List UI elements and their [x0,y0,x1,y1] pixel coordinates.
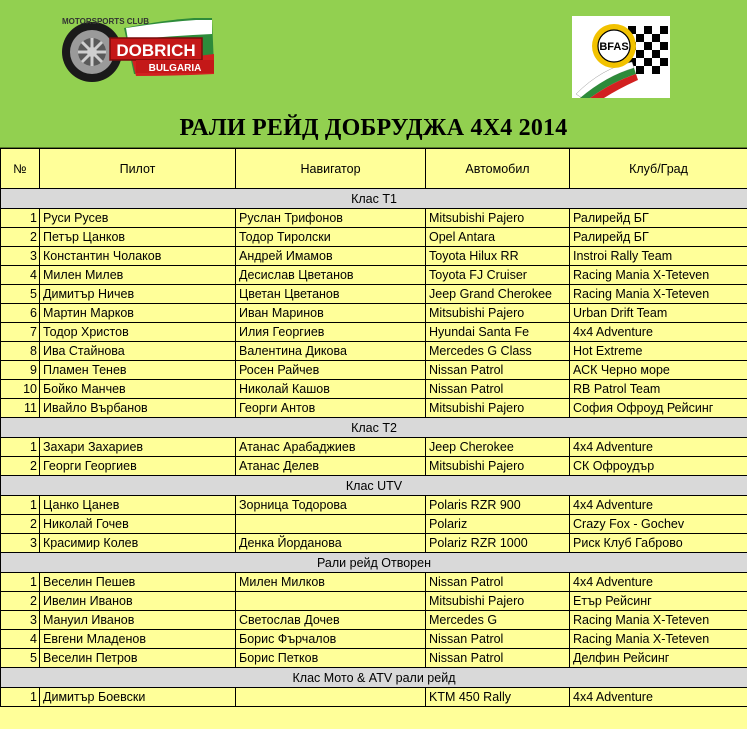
column-header-club: Клуб/Град [570,149,747,189]
class-name: Клас Мото & ATV рали рейд [1,668,747,688]
column-header-pilot: Пилот [40,149,236,189]
table-row [1,649,747,668]
table-row [1,323,747,342]
table-row [1,534,747,553]
cell-navigator: Атанас Делев [236,457,426,476]
table-row [1,266,747,285]
cell-pilot: Мартин Марков [40,304,236,323]
cell-pilot: Ивайло Върбанов [40,399,236,418]
cell-pilot: Ива Стайнова [40,342,236,361]
cell-car: Polariz [426,515,570,534]
cell-club: Риск Клуб Габрово [570,534,747,553]
table-row [1,515,747,534]
class-name: Рали рейд Отворен [1,553,747,573]
table-row [1,457,747,476]
cell-club: София Офроуд Рейсинг [570,399,747,418]
cell-club: 4x4 Adventure [570,438,747,457]
cell-number: 1 [1,209,40,228]
cell-navigator: Илия Георгиев [236,323,426,342]
table-row [1,688,747,707]
cell-club: Urban Drift Team [570,304,747,323]
cell-club: Racing Mania X-Teteven [570,630,747,649]
cell-car: Mitsubishi Pajero [426,457,570,476]
class-name: Клас Т2 [1,418,747,438]
cell-navigator: Атанас Арабаджиев [236,438,426,457]
cell-number: 7 [1,323,40,342]
bfas-logo [572,16,670,98]
cell-navigator [236,515,426,534]
cell-navigator [236,592,426,611]
cell-club: 4x4 Adventure [570,323,747,342]
table-row [1,592,747,611]
cell-navigator: Борис Петков [236,649,426,668]
page-title: РАЛИ РЕЙД ДОБРУДЖА 4Х4 2014 [179,115,568,141]
cell-club: Racing Mania X-Teteven [570,611,747,630]
cell-club: СК Офроудър [570,457,747,476]
cell-car: Jeep Cherokee [426,438,570,457]
cell-navigator: Денка Йорданова [236,534,426,553]
cell-number: 2 [1,592,40,611]
cell-pilot: Захари Захариев [40,438,236,457]
cell-navigator: Десислав Цветанов [236,266,426,285]
table-row [1,228,747,247]
cell-pilot: Веселин Пешев [40,573,236,592]
class-row [1,189,747,209]
cell-pilot: Милен Милев [40,266,236,285]
cell-club: Racing Mania X-Teteven [570,285,747,304]
cell-car: Toyota Hilux RR [426,247,570,266]
cell-number: 3 [1,611,40,630]
cell-navigator: Георги Антов [236,399,426,418]
class-name: Клас UTV [1,476,747,496]
column-header-number: № [1,149,40,189]
cell-navigator: Иван Маринов [236,304,426,323]
cell-pilot: Тодор Христов [40,323,236,342]
cell-car: Polariz RZR 1000 [426,534,570,553]
cell-number: 6 [1,304,40,323]
cell-car: Mercedes G [426,611,570,630]
cell-number: 5 [1,649,40,668]
table-row [1,630,747,649]
cell-pilot: Георги Георгиев [40,457,236,476]
table-header-row [1,149,747,189]
cell-club: 4x4 Adventure [570,496,747,515]
cell-pilot: Николай Гочев [40,515,236,534]
cell-car: Nissan Patrol [426,573,570,592]
table-body [1,189,747,707]
class-row [1,418,747,438]
cell-car: Jeep Grand Cherokee [426,285,570,304]
cell-car: KTM 450 Rally [426,688,570,707]
cell-navigator: Николай Кашов [236,380,426,399]
cell-navigator: Цветан Цветанов [236,285,426,304]
cell-number: 11 [1,399,40,418]
cell-car: Nissan Patrol [426,630,570,649]
cell-number: 8 [1,342,40,361]
cell-pilot: Димитър Боевски [40,688,236,707]
cell-club: Делфин Рейсинг [570,649,747,668]
cell-number: 9 [1,361,40,380]
cell-navigator: Руслан Трифонов [236,209,426,228]
cell-number: 3 [1,247,40,266]
cell-club: 4x4 Adventure [570,573,747,592]
cell-club: Ралирейд БГ [570,228,747,247]
cell-club: АСК Черно море [570,361,747,380]
column-header-car: Автомобил [426,149,570,189]
cell-club: Instroi Rally Team [570,247,747,266]
cell-number: 4 [1,630,40,649]
cell-pilot: Руси Русев [40,209,236,228]
cell-pilot: Ивелин Иванов [40,592,236,611]
cell-navigator: Борис Фърчалов [236,630,426,649]
cell-number: 1 [1,573,40,592]
cell-number: 5 [1,285,40,304]
cell-pilot: Мануил Иванов [40,611,236,630]
cell-navigator: Милен Милков [236,573,426,592]
cell-pilot: Красимир Колев [40,534,236,553]
cell-number: 2 [1,515,40,534]
table-row [1,342,747,361]
cell-car: Nissan Patrol [426,361,570,380]
cell-club: Racing Mania X-Teteven [570,266,747,285]
logo-name: DOBRICH [116,41,196,60]
cell-number: 1 [1,496,40,515]
cell-navigator: Зорница Тодорова [236,496,426,515]
cell-club: Етър Рейсинг [570,592,747,611]
table-row [1,438,747,457]
cell-club: RB Patrol Team [570,380,747,399]
cell-number: 4 [1,266,40,285]
table-row [1,304,747,323]
cell-number: 3 [1,534,40,553]
cell-pilot: Бойко Манчев [40,380,236,399]
cell-pilot: Пламен Тенев [40,361,236,380]
cell-club: Ралирейд БГ [570,209,747,228]
class-row [1,553,747,573]
header [0,0,747,148]
cell-car: Toyota FJ Cruiser [426,266,570,285]
column-header-navigator: Навигатор [236,149,426,189]
cell-navigator [236,688,426,707]
cell-car: Nissan Patrol [426,649,570,668]
cell-navigator: Светослав Дочев [236,611,426,630]
cell-number: 1 [1,688,40,707]
cell-club: Crazy Fox - Gochev [570,515,747,534]
class-name: Клас Т1 [1,189,747,209]
cell-car: Hyundai Santa Fe [426,323,570,342]
cell-car: Mitsubishi Pajero [426,209,570,228]
cell-pilot: Веселин Петров [40,649,236,668]
cell-navigator: Тодор Тиролски [236,228,426,247]
table-row [1,399,747,418]
logo-top-text: MOTORSPORTS CLUB [62,17,149,26]
cell-car: Mitsubishi Pajero [426,592,570,611]
cell-club: 4x4 Adventure [570,688,747,707]
cell-navigator: Валентина Дикова [236,342,426,361]
table-row [1,380,747,399]
cell-pilot: Димитър Ничев [40,285,236,304]
cell-car: Opel Antara [426,228,570,247]
logo-sub: BULGARIA [148,63,202,74]
table-row [1,611,747,630]
cell-pilot: Константин Чолаков [40,247,236,266]
class-row [1,476,747,496]
cell-car: Polaris RZR 900 [426,496,570,515]
cell-navigator: Росен Райчев [236,361,426,380]
cell-number: 2 [1,228,40,247]
cell-navigator: Андрей Имамов [236,247,426,266]
bfas-logo-text: BFAS [599,41,629,53]
table-row [1,209,747,228]
dobrich-motorsports-logo [54,14,222,84]
cell-number: 2 [1,457,40,476]
cell-car: Nissan Patrol [426,380,570,399]
cell-pilot: Петър Цанков [40,228,236,247]
table-row [1,361,747,380]
cell-number: 10 [1,380,40,399]
cell-number: 1 [1,438,40,457]
table-row [1,285,747,304]
table-row [1,247,747,266]
cell-pilot: Цанко Цанев [40,496,236,515]
cell-car: Mercedes G Class [426,342,570,361]
cell-car: Mitsubishi Pajero [426,304,570,323]
cell-car: Mitsubishi Pajero [426,399,570,418]
results-table [0,148,747,707]
cell-pilot: Евгени Младенов [40,630,236,649]
cell-club: Hot Extreme [570,342,747,361]
class-row [1,668,747,688]
table-row [1,573,747,592]
table-row [1,496,747,515]
